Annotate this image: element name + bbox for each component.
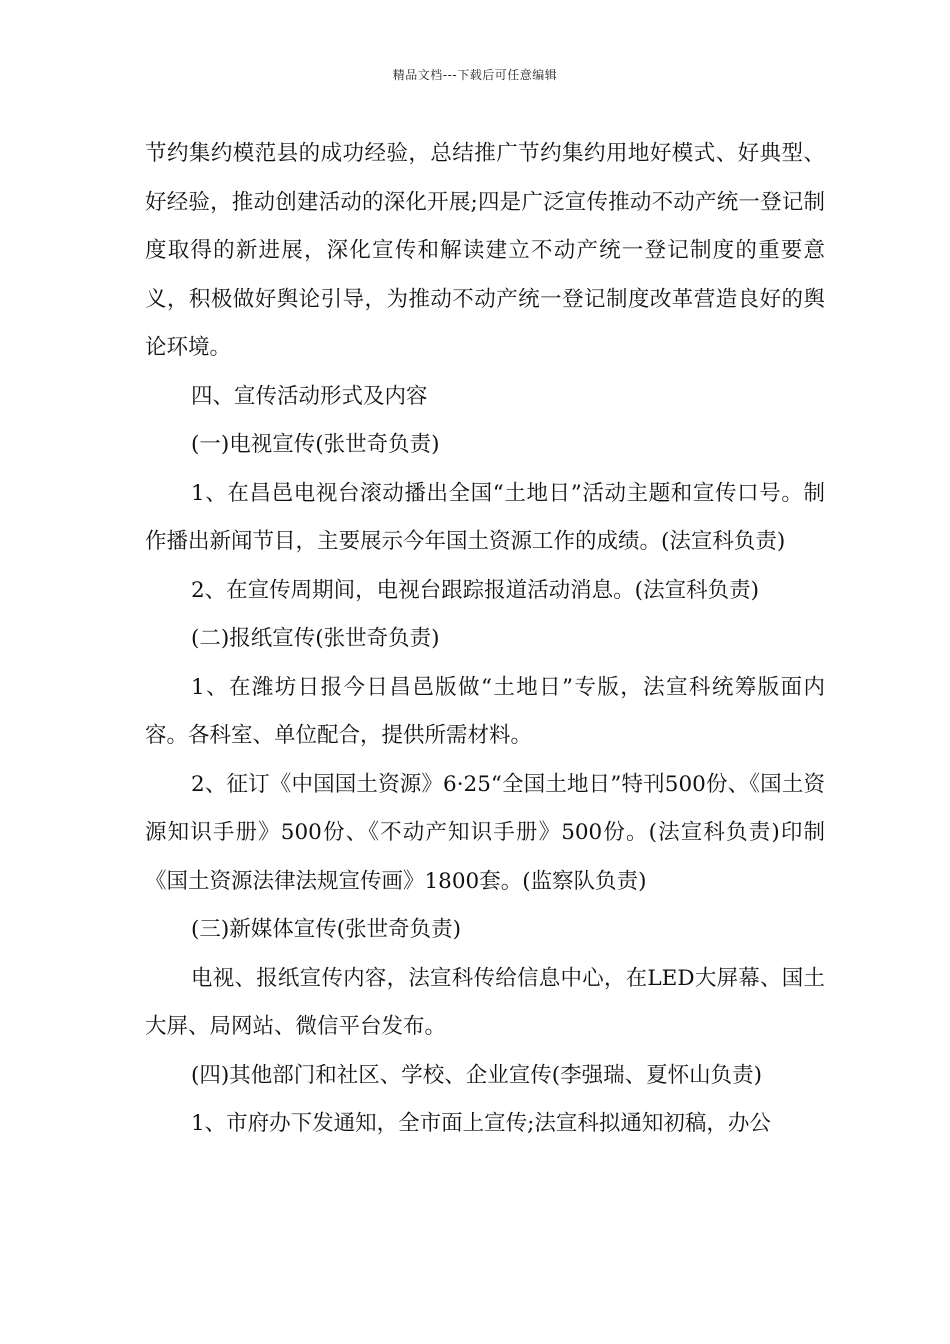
paragraph: 电视、报纸宣传内容，法宣科传给信息中心，在LED大屏幕、国土大屏、局网站、微信平台发布。 <box>145 965 825 1039</box>
paragraph: 节约集约模范县的成功经验，总结推广节约集约用地好模式、好典型、好经验，推动创建活动的深化开展;四是广泛宣传推动不动产统一登记制度取得的新进展，深化宣传和解读建立不动产统一登记制度的重要意义，积极做好舆论引导，为推动不动产统一登记制度改革营造良好的舆论环境。 <box>145 141 825 360</box>
paragraph: 1、在昌邑电视台滚动播出全国“土地日”活动主题和宣传口号。制作播出新闻节目，主要展示今年国土资源工作的成绩。(法宣科负责) <box>145 480 825 554</box>
subsection-heading: (三)新媒体宣传(张世奇负责) <box>191 917 462 942</box>
paragraph: 1、市府办下发通知，全市面上宣传;法宣科拟通知初稿，办公 <box>191 1111 771 1136</box>
subsection-heading: (四)其他部门和社区、学校、企业宣传(李强瑞、夏怀山负责) <box>191 1062 763 1088</box>
paragraph: 1、在潍坊日报今日昌邑版做“土地日”专版，法宣科统筹版面内容。各科室、单位配合，提供所需材料。 <box>145 674 825 748</box>
paragraph: 2、在宣传周期间，电视台跟踪报道活动消息。(法宣科负责) <box>191 577 759 603</box>
subsection-heading: (一)电视宣传(张世奇负责) <box>191 432 440 457</box>
paragraph: 2、征订《中国国土资源》6·25“全国土地日”特刊500份、《国土资源知识手册》500份、《不动产知识手册》500份。(法宣科负责)印制《国土资源法律法规宣传画》1800套。(监察队负责) <box>145 771 825 894</box>
subsection-heading: (二)报纸宣传(张世奇负责) <box>191 626 440 651</box>
page-header: 精品文档---下载后可任意编辑 <box>392 68 558 82</box>
section-heading: 四、宣传活动形式及内容 <box>191 383 428 409</box>
document-body <box>145 130 825 1149</box>
